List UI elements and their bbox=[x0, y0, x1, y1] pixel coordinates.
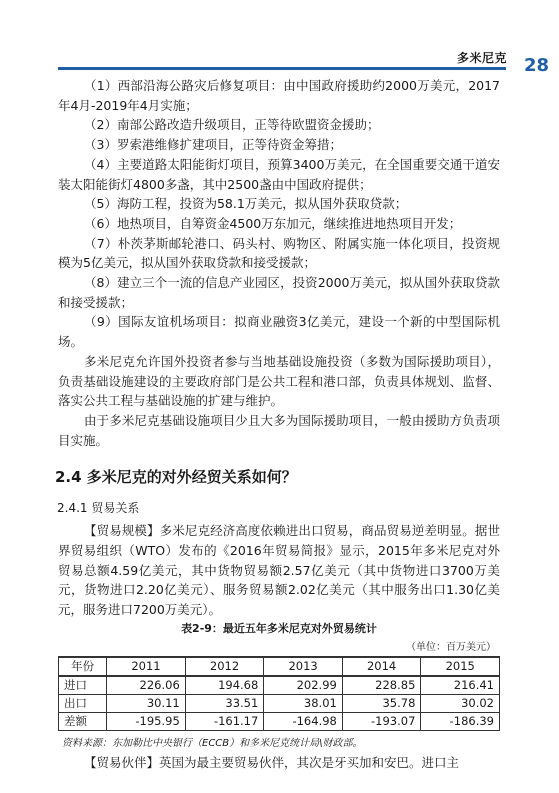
trade-partners-paragraph: 【贸易伙伴】英国为最主要贸易伙伴，其次是牙买加和安巴。进口主 bbox=[84, 754, 460, 770]
project-item: （5）海防工程，投资为58.1万美元，拟从国外获取贷款； bbox=[84, 196, 408, 212]
table-header-cell: 2012 bbox=[185, 657, 264, 676]
table-cell: -186.39 bbox=[421, 712, 500, 730]
project-item: （8）建立三个一流的信息产业园区，投资2000万美元，拟从国外获取贷款和接受援款； bbox=[58, 275, 500, 310]
table-caption: 表2-9：最近五年多米尼克对外贸易统计 bbox=[181, 621, 377, 635]
table-unit: （单位：百万美元） bbox=[406, 641, 496, 653]
table-cell: 216.41 bbox=[421, 676, 500, 695]
table-cell: 30.11 bbox=[107, 694, 186, 712]
table-cell: -193.07 bbox=[342, 712, 421, 730]
table-header-cell: 年份 bbox=[59, 657, 107, 676]
table-cell: 38.01 bbox=[264, 694, 343, 712]
project-item: （6）地热项目，自筹资金4500万东加元，继续推进地热项目开发； bbox=[84, 215, 462, 231]
project-item: （2）南部公路改造升级项目，正等待欧盟资金援助； bbox=[84, 117, 380, 133]
project-item: （1）西部沿海公路灾后修复项目：由中国政府援助约2000万美元，2017年4月-2019年4月实施； bbox=[58, 78, 500, 113]
project-item: （9）国际友谊机场项目：拟商业融资3亿美元，建设一个新的中型国际机场。 bbox=[58, 314, 500, 350]
running-header-country: 多米尼克 bbox=[456, 51, 507, 65]
table-cell: 194.68 bbox=[185, 676, 264, 695]
table-header-cell: 2011 bbox=[107, 657, 186, 676]
table-cell: 228.85 bbox=[342, 676, 421, 695]
aid-paragraph: 由于多米尼克基础设施项目少且大多为国际援助项目，一般由援助方负责项目实施。 bbox=[58, 412, 500, 448]
table-row bbox=[59, 694, 500, 712]
table-cell: 33.51 bbox=[185, 694, 264, 712]
table-header-cell: 2013 bbox=[264, 657, 343, 676]
investment-paragraph: 多米尼克允许国外投资者参与当地基础设施投资（多数为国际援助项目），负责基础设施建设的主要政府部门是公共工程和港口部，负责具体规划、监督、落实公共工程与基础设施的扩建与维护。 bbox=[58, 353, 500, 409]
page-body bbox=[55, 76, 500, 773]
row-label: 进口 bbox=[59, 676, 107, 695]
table-row bbox=[59, 676, 500, 695]
row-label: 出口 bbox=[59, 694, 107, 712]
table-row bbox=[59, 712, 500, 730]
project-item: （4）主要道路太阳能街灯项目，预算3400万美元，在全国重要交通干道安装太阳能街灯4800多盏，其中2500盏由中国政府提供； bbox=[58, 156, 500, 192]
table-header-cell: 2014 bbox=[342, 657, 421, 676]
row-label: 差额 bbox=[59, 712, 107, 730]
table-source-note: 资料来源：东加勒比中央银行（ECCB）和多米尼克统计局\财政部。 bbox=[62, 737, 363, 749]
table-cell: -161.17 bbox=[185, 712, 264, 730]
trade-scale-paragraph: 【贸易规模】多米尼克经济高度依赖进出口贸易，商品贸易逆差明显。据世界贸易组织（WTO）发布的《2016年贸易简报》显示，2015年多米尼克对外贸易总额4.59亿美元，其中货物贸易额2.57亿美元（其中货物进口3700万美元，货物进口2.20亿美元）、服务贸易额2.02亿美元（其中服务出口1.30亿美元，服务进口7200万美元）。 bbox=[58, 523, 500, 618]
table-cell: 202.99 bbox=[264, 676, 343, 695]
project-list bbox=[58, 76, 500, 352]
page-number: 28 bbox=[523, 55, 549, 76]
header-rule bbox=[58, 67, 506, 70]
table-cell: 30.02 bbox=[421, 694, 500, 712]
table-header-row bbox=[59, 657, 500, 676]
subsection-heading: 2.4.1 贸易关系 bbox=[57, 501, 140, 516]
table-cell: 226.06 bbox=[107, 676, 186, 695]
project-item: （7）朴茨茅斯邮轮港口、码头村、购物区、附属实施一体化项目，投资规模为5亿美元，拟从国外获取贷款和接受援款； bbox=[58, 235, 500, 271]
table-cell: -164.98 bbox=[264, 712, 343, 730]
trade-table bbox=[58, 656, 500, 731]
section-heading: 2.4 多米尼克的对外经贸关系如何？ bbox=[55, 468, 297, 487]
table-cell: 35.78 bbox=[342, 694, 421, 712]
project-item: （3）罗索港维修扩建项目，正等待资金筹措； bbox=[84, 137, 342, 153]
table-cell: -195.95 bbox=[107, 712, 186, 730]
table-header-cell: 2015 bbox=[421, 657, 500, 676]
